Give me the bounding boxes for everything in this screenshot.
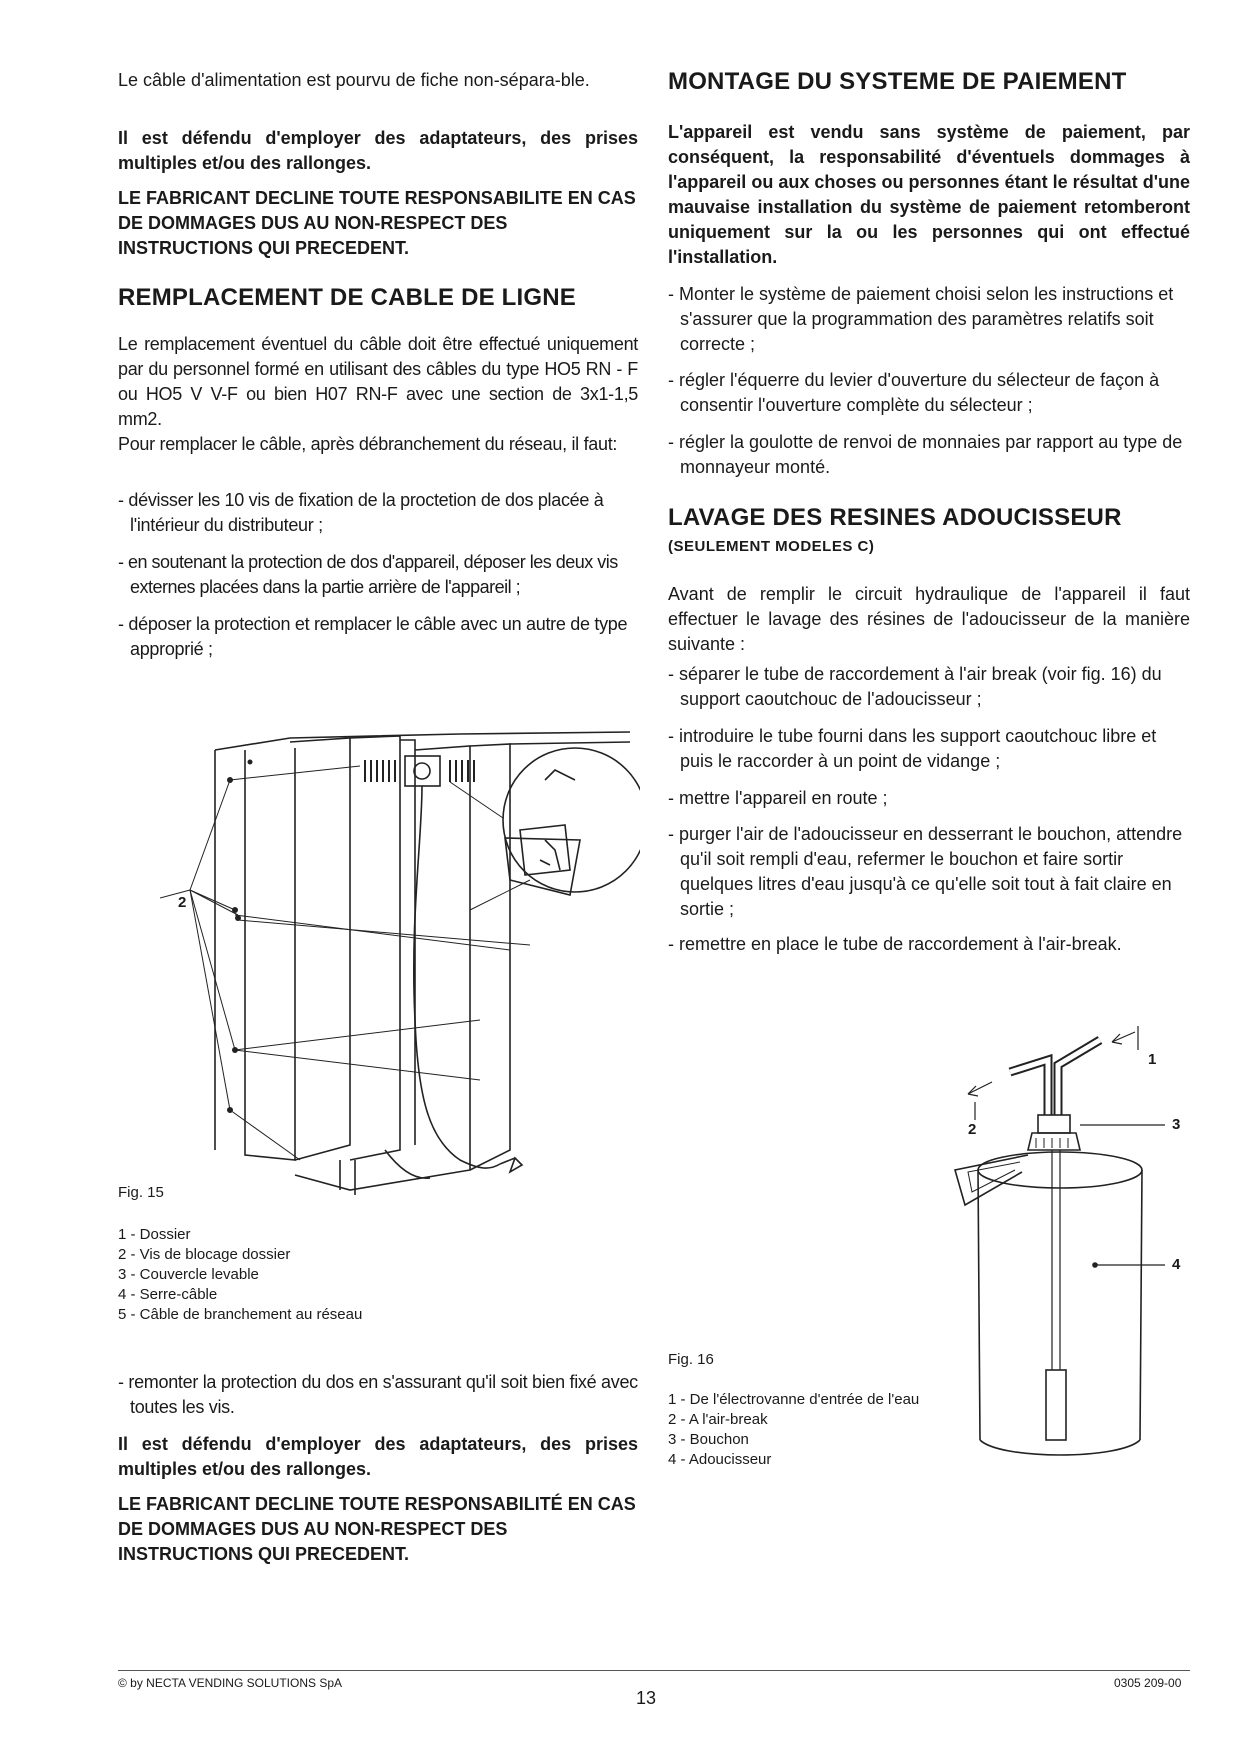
legend-item: 3 - Couvercle levable: [118, 1266, 259, 1283]
step-mount-payment: - Monter le système de paiement choisi selon les instructions et s'assurer que la programmation des paramètres relatifs soit correcte ;: [668, 284, 1174, 354]
adapter-warning: Il est défendu d'employer des adaptateurs, des prises multiples et/ou des rallonges.: [118, 128, 638, 173]
step-separate-tube: - séparer le tube de raccordement à l'air break (voir fig. 16) du support caoutchouc de l'adoucisseur ;: [668, 664, 1162, 709]
fig16-callout-2: 2: [968, 1121, 977, 1138]
section-heading-cable: REMPLACEMENT DE CABLE DE LIGNE: [118, 284, 577, 311]
legend-item: 2 - Vis de blocage dossier: [118, 1246, 291, 1263]
fig15-callout-2: 2: [178, 894, 187, 911]
fig16-callout-4: 4: [1172, 1256, 1181, 1273]
fig16-callout-1: 1: [1148, 1051, 1157, 1068]
cable-replacement-intro: Pour remplacer le câble, après débranchement du réseau, il faut:: [118, 434, 618, 454]
step-support-protection: - en soutenant la protection de dos d'appareil, déposer les deux vis externes placées dans la partie arrière de l'appareil ;: [118, 552, 618, 597]
step-refit-tube: - remettre en place le tube de raccordement à l'air-break.: [668, 934, 1122, 954]
step-start-machine: - mettre l'appareil en route ;: [668, 788, 888, 808]
fig15-legend: [118, 1225, 362, 1325]
page-number: 13: [636, 1688, 657, 1708]
liability-warning: LE FABRICANT DECLINE TOUTE RESPONSABILITE EN CAS DE DOMMAGES DUS AU NON-RESPECT DES INSTRUCTIONS QUI PRECEDENT.: [118, 188, 636, 258]
fig15-back-panel-illustration: [160, 720, 640, 1200]
legend-item: 4 - Adoucisseur: [668, 1451, 772, 1468]
section-heading-resin: LAVAGE DES RESINES ADOUCISSEUR: [668, 504, 1122, 531]
legend-item: 1 - Dossier: [118, 1226, 191, 1243]
step-purge-air: - purger l'air de l'adoucisseur en desserrant le bouchon, attendre qu'il soit rempli d'eau, refermer le bouchon et faire sortir quelques litres d'eau jusqu'à ce qu'elle soit tout à fait claire en sortie ;: [668, 824, 1183, 919]
fig15-title: Fig. 15: [118, 1184, 164, 1201]
fig16-callout-3: 3: [1172, 1116, 1181, 1133]
footer-copyright: © by NECTA VENDING SOLUTIONS SpA: [118, 1676, 343, 1690]
step-replace-cable: - déposer la protection et remplacer le câble avec un autre de type approprié ;: [118, 614, 628, 659]
legend-item: 5 - Câble de branchement au réseau: [118, 1306, 363, 1323]
step-unscrew: - dévisser les 10 vis de fixation de la proctetion de dos placée à l'intérieur du distributeur ;: [118, 490, 604, 535]
fig16-softener-illustration: [940, 1020, 1200, 1470]
legend-item: 4 - Serre-câble: [118, 1286, 218, 1303]
liability-warning-2: LE FABRICANT DECLINE TOUTE RESPONSABILITÉ EN CAS DE DOMMAGES DUS AU NON-RESPECT DES INSTRUCTIONS QUI PRECEDENT.: [118, 1494, 636, 1564]
fig16-title: Fig. 16: [668, 1351, 714, 1368]
step-adjust-chute: - régler la goulotte de renvoi de monnaies par rapport au type de monnayeur monté.: [668, 432, 1183, 477]
adapter-warning-2: Il est défendu d'employer des adaptateurs, des prises multiples et/ou des rallonges.: [118, 1434, 638, 1479]
footer-doc-code: 0305 209-00: [1114, 1676, 1182, 1690]
footer-divider: [118, 1670, 1190, 1671]
resin-intro: Avant de remplir le circuit hydraulique de l'appareil il faut effectuer le lavage des résines de l'adoucisseur de la manière suivante :: [668, 584, 1190, 654]
cable-plug-note: Le câble d'alimentation est pourvu de fiche non-sépara-ble.: [118, 70, 590, 90]
cable-replacement-text: Le remplacement éventuel du câble doit être effectué uniquement par du personnel formé en utilisant des câbles du type HO5 RN - F ou HO5 V V-F ou bien H07 RN-F avec une section de 3x1-1,5 mm2.: [118, 334, 638, 429]
legend-item: 3 - Bouchon: [668, 1431, 749, 1448]
fig16-legend: [668, 1390, 919, 1470]
step-refit-protection: - remonter la protection du dos en s'assurant qu'il soit bien fixé avec toutes les vis.: [118, 1372, 638, 1417]
legend-item: 1 - De l'électrovanne d'entrée de l'eau: [668, 1391, 920, 1408]
step-introduce-tube: - introduire le tube fourni dans les support caoutchouc libre et puis le raccorder à un point de vidange ;: [668, 726, 1157, 771]
legend-item: 2 - A l'air-break: [668, 1411, 768, 1428]
section-heading-payment: MONTAGE DU SYSTEME DE PAIEMENT: [668, 68, 1127, 95]
payment-liability-text: L'appareil est vendu sans système de paiement, par conséquent, la responsabilité d'éventuels dommages à l'appareil ou aux choses ou personnes étant le résultat d'une mauvaise installation du système de paiement retomberont uniquement sur la ou les personnes qui ont effectué l'installation.: [668, 122, 1190, 267]
step-adjust-bracket: - régler l'équerre du levier d'ouverture du sélecteur de façon à consentir l'ouverture complète du sélecteur ;: [668, 370, 1160, 415]
section-subheading-resin: (SEULEMENT MODELES C): [668, 538, 875, 555]
